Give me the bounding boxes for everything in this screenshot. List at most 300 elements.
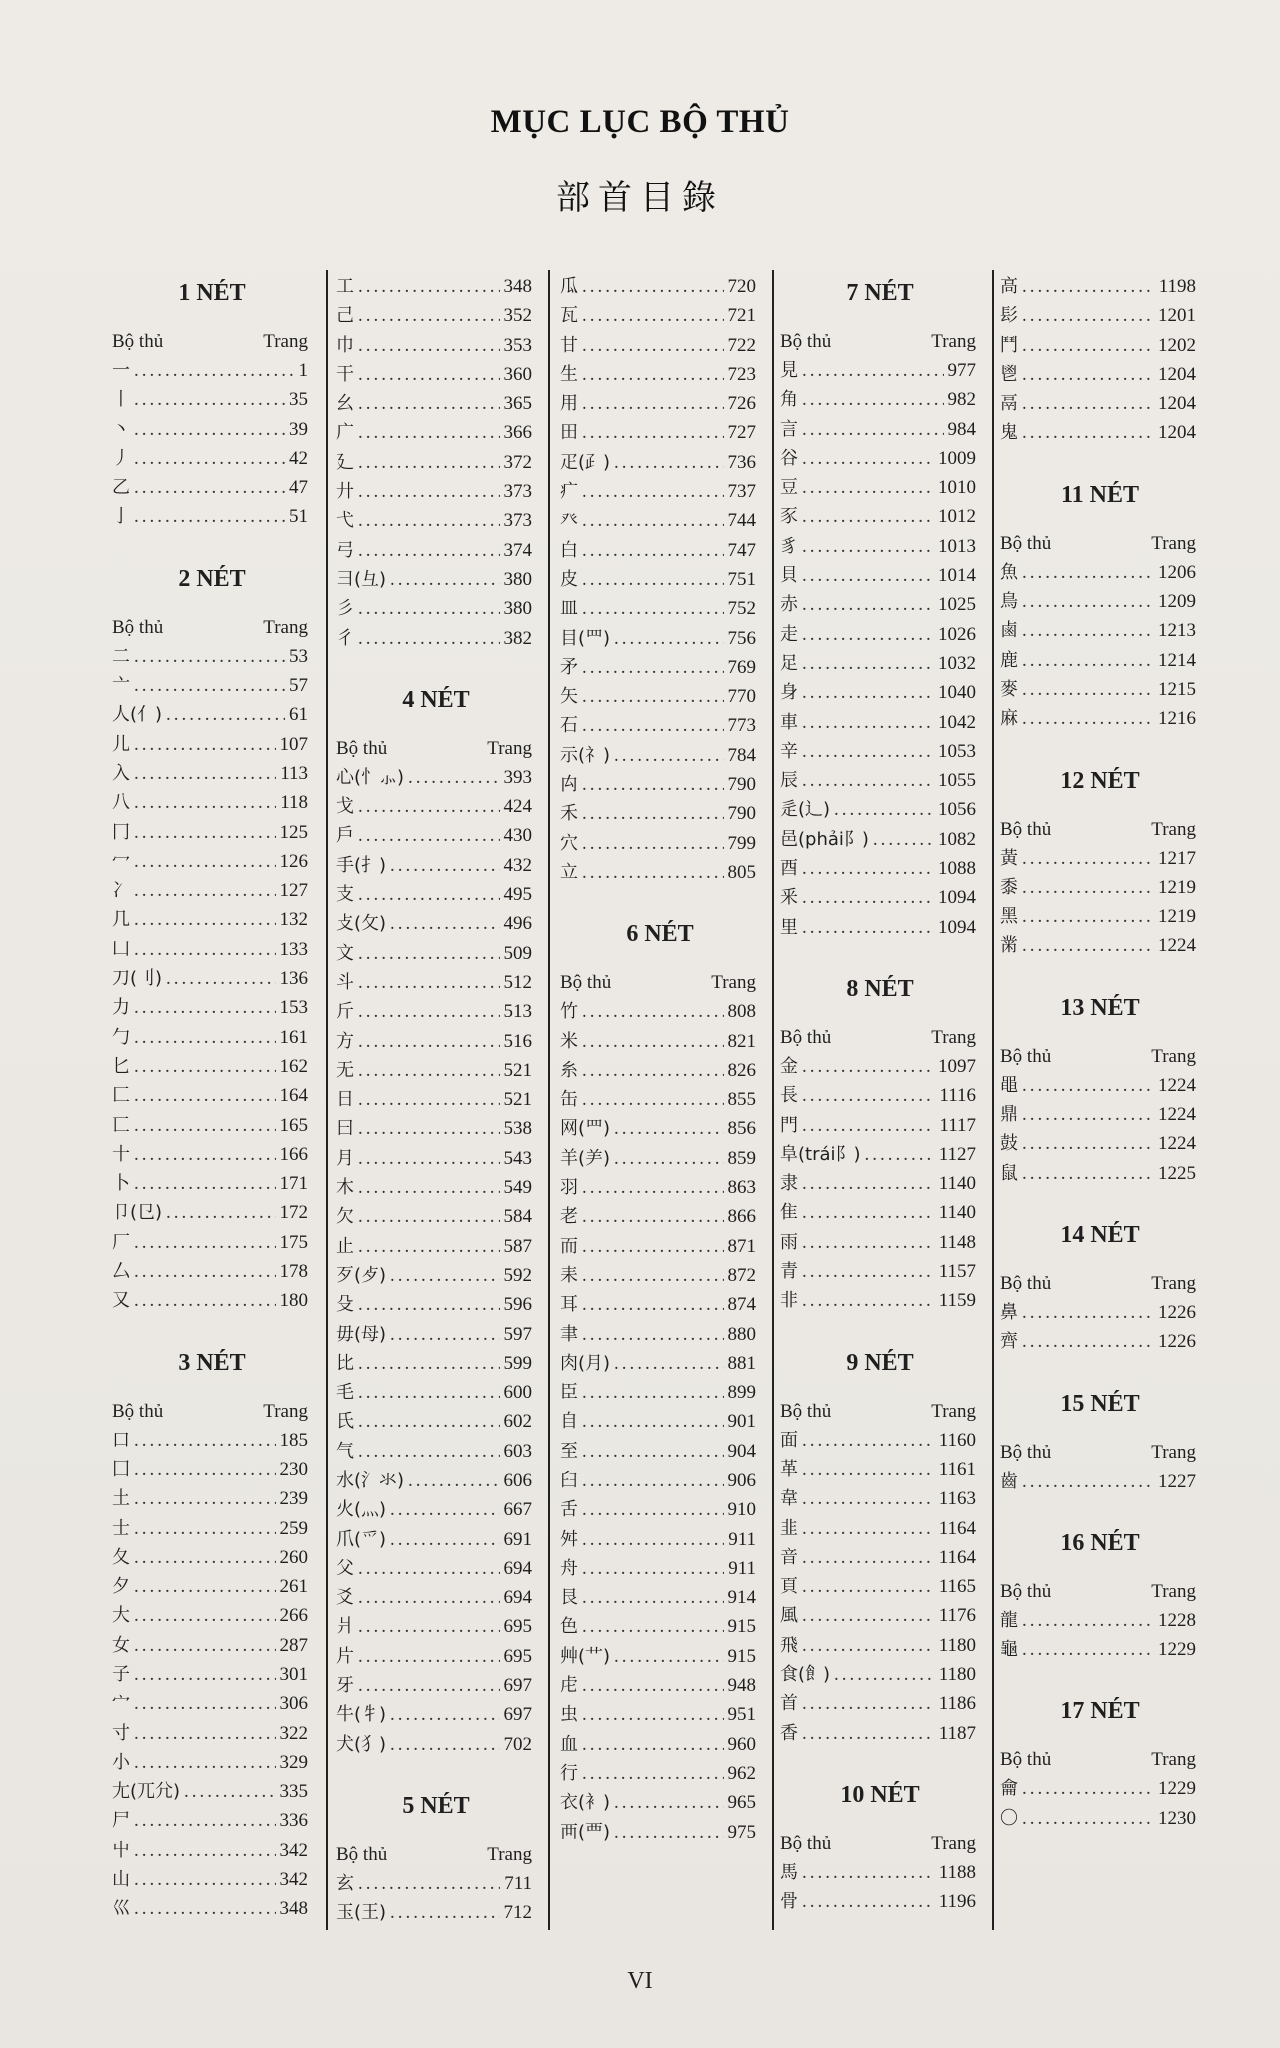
- dot-leader: [358, 1349, 500, 1378]
- radical: 支: [336, 884, 354, 906]
- radical: 黽: [1000, 1074, 1018, 1096]
- dot-leader: [582, 1202, 724, 1231]
- index-entry: [336, 1232, 536, 1261]
- page-ref: 230: [279, 1458, 308, 1480]
- dot-leader: [582, 711, 724, 740]
- dot-leader: [582, 1525, 724, 1554]
- page-ref: 821: [727, 1030, 756, 1052]
- page-ref: 727: [727, 422, 756, 444]
- dot-leader: [358, 880, 500, 909]
- index-entry: [112, 788, 312, 817]
- index-entry: [1000, 1100, 1200, 1129]
- radical: 月: [336, 1147, 354, 1169]
- radical: 骨: [780, 1891, 798, 1913]
- radical: 非: [780, 1290, 798, 1312]
- page-ref: 125: [279, 821, 308, 843]
- radical: 亠: [112, 675, 130, 697]
- radical: 立: [560, 861, 578, 883]
- index-entry: [560, 1759, 760, 1788]
- section-title: 11 NÉT: [1060, 481, 1140, 508]
- radical: 隹: [780, 1202, 798, 1224]
- radical: 手(扌): [336, 854, 387, 876]
- radical: 禸: [560, 774, 578, 796]
- page-ref: 1140: [938, 1173, 976, 1195]
- page-ref: 1160: [938, 1429, 976, 1451]
- index-entry: [780, 913, 980, 942]
- page-ref: 911: [728, 1557, 756, 1579]
- index-entry: [780, 1543, 980, 1572]
- index-entry: [336, 331, 536, 360]
- radical: 爿: [336, 1616, 354, 1638]
- page-subtitle: 部首目錄: [556, 178, 724, 218]
- index-entry: [336, 536, 536, 565]
- radical: 犬(犭): [336, 1733, 387, 1755]
- page-ref: 42: [289, 447, 308, 469]
- dot-leader: [802, 1455, 935, 1484]
- dot-leader: [358, 939, 500, 968]
- index-entry: [112, 1140, 312, 1169]
- dot-leader: [582, 1085, 724, 1114]
- page-ref: 266: [279, 1605, 308, 1627]
- radical: 缶: [560, 1089, 578, 1111]
- page-ref: 1202: [1158, 334, 1196, 356]
- index-entry: [112, 1081, 312, 1110]
- page-ref: 538: [503, 1118, 532, 1140]
- index-entry: [560, 1466, 760, 1495]
- dot-leader: [166, 1198, 275, 1227]
- page-ref: 1082: [938, 828, 976, 850]
- dot-leader: [802, 1689, 935, 1718]
- index-entry: [336, 1261, 536, 1290]
- page-ref: 172: [279, 1202, 308, 1224]
- dot-leader: [802, 620, 934, 649]
- radical: 辰: [780, 770, 798, 792]
- page-ref: 165: [279, 1114, 308, 1136]
- page-ref: 1117: [939, 1114, 976, 1136]
- dot-leader: [134, 935, 276, 964]
- index-entry: [112, 1689, 312, 1718]
- index-entry: [336, 997, 536, 1026]
- page-ref: 1116: [939, 1085, 976, 1107]
- page-ref: 342: [279, 1869, 308, 1891]
- radical: 幺: [336, 393, 354, 415]
- page-ref: 1088: [938, 858, 976, 880]
- dot-leader: [802, 737, 934, 766]
- radical: 巛: [112, 1898, 130, 1920]
- page-ref: 975: [727, 1821, 756, 1843]
- page-ref: 118: [280, 792, 308, 814]
- index-entry: [1000, 704, 1200, 733]
- index-entry: [780, 1081, 980, 1110]
- dot-leader: [1022, 675, 1154, 704]
- page-ref: 596: [503, 1294, 532, 1316]
- index-entry: [336, 477, 536, 506]
- dot-leader: [358, 1144, 500, 1173]
- index-entry: [780, 502, 980, 531]
- page-ref: 1053: [938, 740, 976, 762]
- header-page-label: Trang: [931, 1832, 976, 1854]
- radical: 車: [780, 711, 798, 733]
- index-entry: [112, 1426, 312, 1455]
- dot-leader: [582, 1407, 724, 1436]
- radical: 斤: [336, 1001, 354, 1023]
- dot-leader: [1022, 1129, 1154, 1158]
- index-entry: [112, 1894, 312, 1923]
- index-entry: [560, 418, 760, 447]
- dot-leader: [802, 1484, 935, 1513]
- dot-leader: [358, 792, 500, 821]
- radical: 金: [780, 1055, 798, 1077]
- index-entry: [112, 1111, 312, 1140]
- index-entry: [336, 1642, 536, 1671]
- radical: 一: [112, 360, 130, 381]
- index-entry: [560, 770, 760, 799]
- dot-leader: [358, 301, 500, 330]
- page-ref: 606: [503, 1469, 532, 1491]
- index-entry: [560, 1407, 760, 1436]
- radical: 米: [560, 1030, 578, 1052]
- radical: 几: [112, 909, 130, 931]
- dot-leader: [1022, 902, 1154, 931]
- index-entry: [560, 1114, 760, 1143]
- dot-leader: [802, 1169, 935, 1198]
- radical: 丿: [112, 447, 130, 469]
- column-header: [336, 1841, 536, 1869]
- page-ref: 1127: [938, 1143, 976, 1165]
- radical: 弋: [336, 510, 354, 532]
- page-ref: 430: [503, 825, 532, 847]
- page-ref: 509: [503, 942, 532, 964]
- radical: 青: [780, 1261, 798, 1283]
- dot-leader: [358, 360, 500, 389]
- index-entry: [336, 360, 536, 389]
- index-entry: [336, 821, 536, 850]
- header-radical-label: Bộ thủ: [112, 616, 164, 638]
- index-entry: [560, 448, 760, 477]
- radical: 毛: [336, 1382, 354, 1404]
- page-ref: 977: [947, 360, 976, 381]
- radical: 白: [560, 539, 578, 561]
- page-ref: 744: [727, 510, 756, 532]
- index-entry: [112, 1198, 312, 1227]
- radical: 卜: [112, 1173, 130, 1195]
- header-radical-label: Bộ thủ: [1000, 1272, 1052, 1294]
- page-ref: 261: [279, 1576, 308, 1598]
- dot-leader: [358, 1554, 500, 1583]
- page-ref: 747: [727, 539, 756, 561]
- index-entry: [780, 1514, 980, 1543]
- page-ref: 495: [503, 884, 532, 906]
- dot-leader: [802, 854, 934, 883]
- page-ref: 697: [503, 1675, 532, 1697]
- dot-leader: [802, 356, 944, 385]
- section-title: 4 NÉT: [402, 686, 470, 713]
- dot-leader: [134, 1169, 276, 1198]
- dot-leader: [390, 1495, 499, 1524]
- radical: 臼: [560, 1469, 578, 1491]
- radical: 鬥: [1000, 334, 1018, 356]
- page-ref: 1140: [938, 1202, 976, 1224]
- radical: 自: [560, 1411, 578, 1433]
- page-ref: 1164: [938, 1546, 976, 1568]
- index-entry: [560, 799, 760, 828]
- column-header: [336, 735, 536, 763]
- radical: 山: [112, 1869, 130, 1891]
- dot-leader: [582, 331, 724, 360]
- index-entry: [560, 1495, 760, 1524]
- dot-leader: [390, 1320, 499, 1349]
- dot-leader: [358, 418, 500, 447]
- page-ref: 380: [503, 568, 532, 590]
- header-page-label: Trang: [711, 972, 756, 994]
- dot-leader: [134, 502, 285, 531]
- index-entry: [336, 1085, 536, 1114]
- dot-leader: [134, 1081, 276, 1110]
- dot-leader: [134, 1836, 276, 1865]
- dot-leader: [134, 759, 276, 788]
- index-entry: [112, 671, 312, 700]
- index-entry: [1000, 1159, 1200, 1188]
- page-ref: 899: [727, 1382, 756, 1404]
- page-ref: 1042: [938, 711, 976, 733]
- page-ref: 365: [503, 393, 532, 415]
- index-entry: [560, 1202, 760, 1231]
- index-entry: [336, 1554, 536, 1583]
- radical: 豆: [780, 477, 798, 499]
- dot-leader: [134, 1719, 276, 1748]
- dot-leader: [582, 1320, 724, 1349]
- page-ref: 769: [727, 656, 756, 678]
- radical: 羊(⺶): [560, 1147, 611, 1169]
- dot-leader: [582, 1612, 724, 1641]
- dot-leader: [1022, 873, 1154, 902]
- page-ref: 863: [727, 1177, 756, 1199]
- index-entry: [780, 678, 980, 707]
- dot-leader: [582, 1583, 724, 1612]
- page-ref: 1209: [1158, 591, 1196, 613]
- page-ref: 161: [279, 1026, 308, 1048]
- index-entry: [780, 1052, 980, 1081]
- index-entry: [1000, 1129, 1200, 1158]
- index-entry: [780, 473, 980, 502]
- radical: 歹(歺): [336, 1264, 387, 1286]
- dot-leader: [834, 795, 934, 824]
- dot-leader: [390, 851, 499, 880]
- header-page-label: Trang: [1151, 1272, 1196, 1294]
- page-ref: 599: [503, 1352, 532, 1374]
- index-entry: [780, 1887, 980, 1916]
- page-ref: 512: [503, 971, 532, 993]
- page-ref: 603: [503, 1440, 532, 1462]
- radical: 文: [336, 942, 354, 964]
- index-entry: [1000, 587, 1200, 616]
- dot-leader: [614, 1144, 723, 1173]
- dot-leader: [390, 1700, 499, 1729]
- radical: 見: [780, 360, 798, 381]
- index-entry: [112, 1748, 312, 1777]
- dot-leader: [358, 1642, 500, 1671]
- radical: 邑(phải阝): [780, 828, 869, 850]
- radical: 疋(⺪): [560, 451, 611, 473]
- index-entry: [112, 642, 312, 671]
- radical: 韋: [780, 1488, 798, 1510]
- page-ref: 1217: [1158, 847, 1196, 869]
- index-column-2: [336, 272, 536, 1928]
- radical: 目(罒): [560, 627, 611, 649]
- page-ref: 136: [279, 968, 308, 990]
- radical: 水(氵氺): [336, 1469, 405, 1491]
- dot-leader: [582, 272, 724, 301]
- radical: 玉(王): [336, 1902, 387, 1924]
- index-entry: [336, 763, 536, 792]
- radical: 疒: [560, 481, 578, 503]
- index-entry: [560, 536, 760, 565]
- section-spacer: [560, 887, 760, 913]
- radical: 〇: [1000, 1807, 1018, 1829]
- radical: 毋(母): [336, 1323, 387, 1345]
- column-header: [1000, 816, 1200, 844]
- page-ref: 871: [727, 1235, 756, 1257]
- radical: 齊: [1000, 1331, 1018, 1353]
- dot-leader: [134, 1601, 276, 1630]
- index-entry: [780, 1228, 980, 1257]
- dot-leader: [802, 913, 934, 942]
- page-ref: 51: [289, 506, 308, 528]
- page-ref: 784: [727, 744, 756, 766]
- column-header: [1000, 1578, 1200, 1606]
- dot-leader: [358, 1202, 500, 1231]
- page-ref: 1056: [938, 799, 976, 821]
- radical: 黃: [1000, 847, 1018, 869]
- index-column-4: [780, 272, 980, 1916]
- index-entry: [780, 1257, 980, 1286]
- index-entry: [112, 1865, 312, 1894]
- dot-leader: [1022, 272, 1155, 301]
- dot-leader: [358, 1671, 500, 1700]
- radical: 舟: [560, 1557, 578, 1579]
- page-ref: 691: [503, 1528, 532, 1550]
- index-entry: [112, 1719, 312, 1748]
- page-ref: 185: [279, 1429, 308, 1451]
- index-entry: [780, 1601, 980, 1630]
- header-page-label: Trang: [931, 1026, 976, 1048]
- page-ref: 1204: [1158, 422, 1196, 444]
- dot-leader: [802, 444, 934, 473]
- dot-leader: [582, 1495, 724, 1524]
- page-ref: 702: [503, 1733, 532, 1755]
- radical: 工: [336, 276, 354, 297]
- page-ref: 1226: [1158, 1301, 1196, 1323]
- index-entry: [560, 1056, 760, 1085]
- page-ref: 516: [503, 1030, 532, 1052]
- header-radical-label: Bộ thủ: [1000, 1441, 1052, 1463]
- dot-leader: [582, 1261, 724, 1290]
- header-radical-label: Bộ thủ: [336, 737, 388, 759]
- radical: 面: [780, 1429, 798, 1451]
- index-entry: [780, 1140, 980, 1169]
- page-ref: 592: [503, 1264, 532, 1286]
- dot-leader: [802, 1257, 935, 1286]
- radical: 艮: [560, 1587, 578, 1609]
- radical: 弓: [336, 539, 354, 561]
- radical: 龜: [1000, 1639, 1018, 1661]
- radical: 囗: [112, 1458, 130, 1480]
- page-ref: 880: [727, 1323, 756, 1345]
- section-title: 8 NÉT: [846, 975, 914, 1002]
- radical: 宀: [112, 1693, 130, 1715]
- page-ref: 901: [727, 1411, 756, 1433]
- dot-leader: [134, 642, 285, 671]
- radical: 凵: [112, 938, 130, 960]
- dot-leader: [802, 1198, 935, 1227]
- page-ref: 1180: [938, 1663, 976, 1685]
- page-ref: 1229: [1158, 1778, 1196, 1800]
- dot-leader: [802, 649, 934, 678]
- radical: 夂: [112, 1546, 130, 1568]
- index-entry: [112, 935, 312, 964]
- index-entry: [336, 939, 536, 968]
- page-ref: 1226: [1158, 1331, 1196, 1353]
- column-header: [112, 1398, 312, 1426]
- radical: 力: [112, 997, 130, 1019]
- page-ref: 915: [727, 1645, 756, 1667]
- index-entry: [1000, 360, 1200, 389]
- index-entry: [336, 1869, 536, 1898]
- page-ref: 1012: [938, 506, 976, 528]
- page-ref: 722: [727, 334, 756, 356]
- index-entry: [780, 385, 980, 414]
- index-entry: [112, 847, 312, 876]
- index-entry: [780, 1198, 980, 1227]
- radical: 長: [780, 1085, 798, 1107]
- radical: 口: [112, 1429, 130, 1451]
- page-ref: 773: [727, 715, 756, 737]
- radical: 八: [112, 792, 130, 814]
- page-ref: 1180: [938, 1634, 976, 1656]
- page-ref: 287: [279, 1634, 308, 1656]
- dot-leader: [582, 682, 724, 711]
- radical: 小: [112, 1751, 130, 1773]
- header-page-label: Trang: [1151, 532, 1196, 554]
- radical: 无: [336, 1059, 354, 1081]
- index-entry: [780, 825, 980, 854]
- radical: 鬯: [1000, 363, 1018, 385]
- radical: 貝: [780, 565, 798, 587]
- radical: 穴: [560, 832, 578, 854]
- index-entry: [560, 1525, 760, 1554]
- index-entry: [780, 1631, 980, 1660]
- dot-leader: [582, 997, 724, 1026]
- radical: 士: [112, 1517, 130, 1539]
- page-ref: 826: [727, 1059, 756, 1081]
- column-divider: [548, 270, 550, 1930]
- radical: 豸: [780, 535, 798, 557]
- radical: 矢: [560, 686, 578, 708]
- index-entry: [112, 1631, 312, 1660]
- index-entry: [336, 1320, 536, 1349]
- section-title: 3 NÉT: [178, 1349, 246, 1376]
- radical: 齒: [1000, 1470, 1018, 1492]
- dot-leader: [802, 708, 934, 737]
- index-entry: [336, 1407, 536, 1436]
- page-ref: 380: [503, 598, 532, 620]
- dot-leader: [134, 473, 285, 502]
- column-divider: [992, 270, 994, 1930]
- radical: 土: [112, 1488, 130, 1510]
- section-title: 16 NÉT: [1060, 1529, 1140, 1556]
- radical: 赤: [780, 594, 798, 616]
- page-ref: 372: [503, 451, 532, 473]
